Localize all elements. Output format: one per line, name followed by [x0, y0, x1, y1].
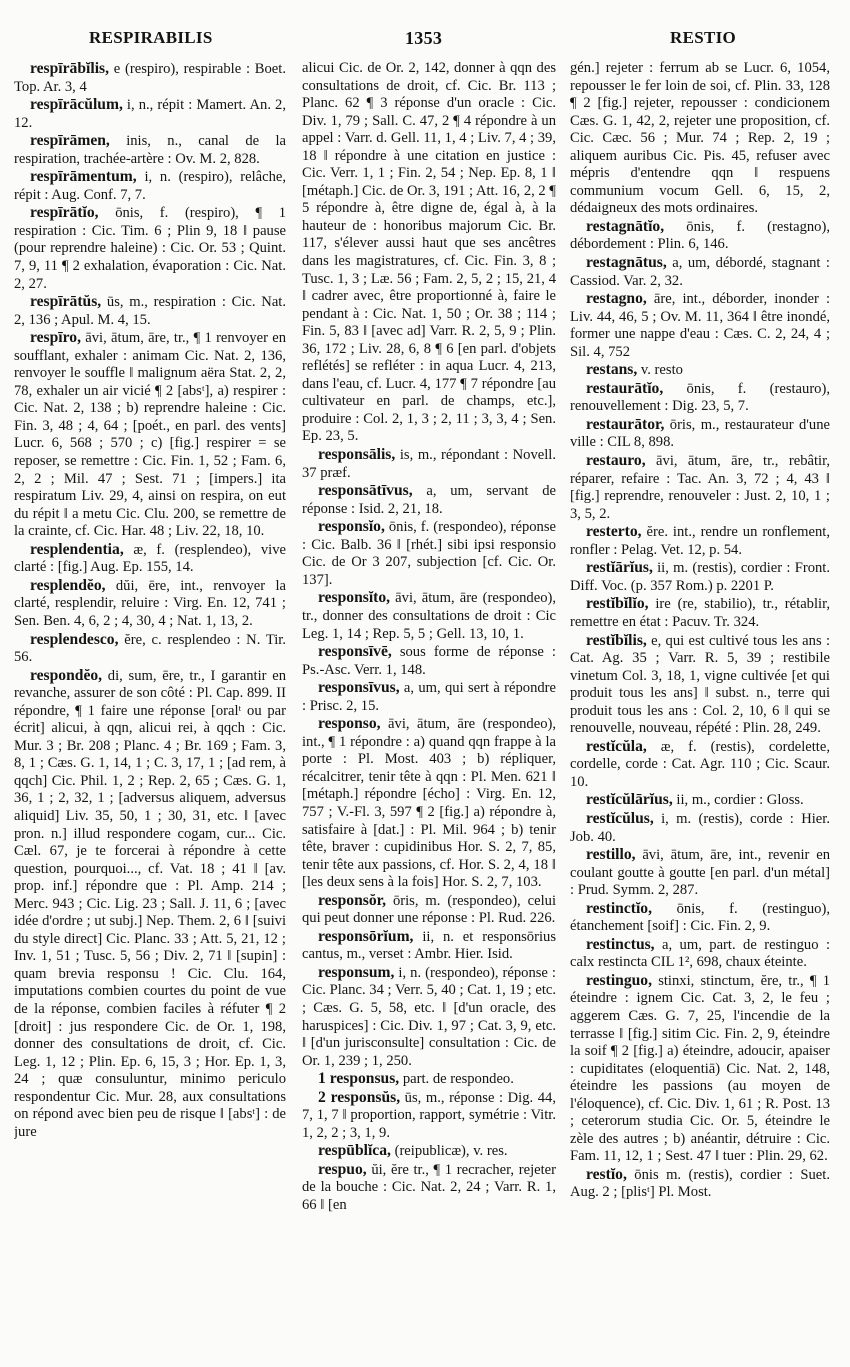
- entry-definition: di, sum, ēre, tr., I garantir en revanche, assurer de son côté : Pl. Cap. 899. II répondre, ¶ 1 faire une réponse [oralᵗ ou par écrit] alicui, à qqn, alicui rei, à qqch : Cic. Mur. 3 ; Br. 208 ; Planc. 4 ; Br. 169 ; Fam. 3, 8, 1 ; Cæs. G. 1, 14, 1 ; C. 3, 17, 1 ; [ad rem, à qqch] Cic. Phil. 1, 2 ; Rep. 2, 65 ; Cæs. G. 1, 36, 1 ; 2, 32, 1 ; [adversus aliquem, adversus aliquid] Liv. 35, 50, 1 ; 30, 31, etc. ‖ [avec pron. n.] illud respondere cogam, cur... Cic. Cæl. 67, je te forcerai à répondre à cette question, pourquoi..., cf. Vat. 18 ; 41 ‖ [av. prop. inf.] répondre que : Pl. Amp. 214 ; Merc. 943 ; Cic. Lig. 23 ; Sall. J. 11, 6 ; [avec idée d'ordre ; ut subj.] Nep. Them. 2, 6 ‖ [suivi du style direct] Cic. Planc. 33 ; Att. 5, 21, 12 ; Inv. 1, 51 ; Tusc. 5, 56 ; Div. 2, 71 ‖ [supin] : quam brevia responsu ! Cic. Clu. 164, imputations combien courtes du point de vue de la réponse, combien faciles à réfuter ¶ 2 [droit] : jus respondere Cic. de Or. 1, 198, donner des consultations de droit, cf. Cic. Leg. 1, 12 ; Plin. Ep. 6, 15, 3 ; Hor. Ep. 1, 3, 24 ; quæ consuluntur, minimo periculo respondentur Cic. Mur. 28, aux consultations on répond avec bien peu de risque ‖ [absᵗ] : de jure: [14, 667, 286, 1140]
- entry-definition: i, m. (restis), corde : Hier. Job. 40.: [570, 810, 830, 845]
- header-left-guideword: RESPIRABILIS: [89, 28, 213, 47]
- entry-definition: v. resto: [637, 362, 683, 379]
- entry-definition: inis, n., canal de la respiration, trachée-artère : Ov. M. 2, 828.: [14, 133, 286, 167]
- entry-definition: i, n. (respiro), relâche, répit : Aug. Conf. 7, 7.: [14, 169, 286, 203]
- entry-headword: 2 responsŭs,: [318, 1088, 401, 1106]
- entry-definition: ōnis, f. (respiro), ¶ 1 respiration : Cic. Tim. 6 ; Plin 9, 18 ‖ pause (pour reprendre haleine) : Cic. Or. 53 ; Quint. 7, 9, 11 ¶ 2 exhalation, évaporation : Cic. Nat. 2, 27.: [14, 205, 286, 292]
- entry-definition: stinxi, stinctum, ĕre, tr., ¶ 1 éteindre : ignem Cic. Cat. 3, 2, le feu ; aggerem Cæs. G. 7, 25, l'incendie de la terrasse ‖ [fig.] sitim Cic. Fin. 2, 9, éteindre la soif ¶ 2 [fig.] a) éteindre, adoucir, apaiser : cupiditates (eloquentiā) Cic. Nat. 2, 148, éteindre les passions (au moyen de l'éloquence), cf. Cic. Div. 1, 61 ; R. Post. 13 ; ceterorum studia Cic. Or. 5, éteindre le zèle des autres ; b) anéantir, détruire : Cic. Fam. 11, 12, 1 ; Sest. 47 ‖ tuer : Plin. 29, 62.: [570, 972, 830, 1165]
- entry-definition: ire (re, stabilio), tr., rétablir, remettre en état : Pacuv. Tr. 324.: [570, 596, 830, 630]
- dictionary-entry: [14, 541, 286, 577]
- dictionary-entry: [14, 168, 286, 204]
- entry-headword: resterto,: [586, 523, 642, 541]
- dictionary-entry: [570, 595, 830, 631]
- dictionary-entry: [302, 482, 556, 518]
- entry-headword: respūblĭca,: [318, 1142, 391, 1160]
- dictionary-entry: [14, 667, 286, 1142]
- entry-headword: respīrāmen,: [30, 132, 110, 150]
- entry-headword: restinguo,: [586, 971, 652, 989]
- dictionary-entry: [570, 738, 830, 792]
- entry-headword: restĭo,: [586, 1165, 627, 1183]
- entry-headword: resplendesco,: [30, 630, 119, 648]
- entry-headword: responsīvē,: [318, 643, 392, 661]
- entry-headword: respondĕo,: [30, 666, 103, 684]
- entry-headword: restinctĭo,: [586, 899, 652, 917]
- dictionary-entry: [570, 632, 830, 738]
- entry-definition: āvi, ātum, āre (respondeo), tr., donner des consultations de droit : Cic Leg. 1, 14 ; Rep. 5, 5 ; Gell. 13, 10, 1.: [302, 590, 556, 642]
- dictionary-entry: [14, 132, 286, 168]
- page-number: 1353: [405, 28, 443, 48]
- column-1: [14, 60, 286, 1360]
- entry-definition: a, um, part. de restinguo : calx restincta CIL 1², 698, chaux éteinte.: [570, 936, 830, 971]
- entry-definition: alicui Cic. de Or. 2, 142, donner à qqn des consultations de droit, cf. Cic. Br. 113 ; Planc. 62 ¶ 3 réponse d'un oracle : Cic. Div. 1, 79 ; Sall. C. 47, 2 ¶ 4 répondre à un appel : Varr. d. Gell. 11, 1, 4 ; Liv. 7, 4 ; 39, 18 ‖ répondre à une citation en justice : Cic. Verr. 1, 1 ; Fin. 2, 54 ; Nep. Ep. 8, 1 ‖ [métaph.] Cic. de Or. 3, 191 ; Att. 16, 2, 2 ¶ 5 répondre à, être digne de, égal à, à la hauteur de : honoribus majorum Cic. Br. 117, s'élever aussi haut que ses ancêtres dans les magistratures, cf. Cic. Fin. 3, 8 ; Tusc. 1, 3 ; Læ. 56 ; Fam. 2, 5, 2 ; 15, 21, 4 ‖ cadrer avec, être proportionné à, faire le pendant à : Cic. Nat. 1, 50 ; Or. 38 ; 114 ; Fin. 5, 83 ‖ [avec ad] Varr. R. 2, 5, 9 ; Plin. 36, 172 ; Liv. 28, 6, 8 ¶ 6 [en parl. d'objets reflétés] se refléter : in aqua Lucr. 4, 213, dans l'eau, cf. Lucr. 4, 177 ¶ 7 répondre [au cultivateur en parl. de champs, etc.], produire : Col. 2, 1, 3 ; 2, 11 ; 3, 3, 4 ; Sen. Ep. 23, 5.: [302, 60, 556, 445]
- entry-headword: restĭārĭus,: [586, 559, 653, 577]
- entry-headword: resplendentia,: [30, 540, 124, 558]
- dictionary-entry: [302, 518, 556, 589]
- entry-headword: restĭbĭlis,: [586, 631, 647, 649]
- dictionary-entry: [570, 846, 830, 900]
- dictionary-entry: [302, 446, 556, 482]
- dictionary-entry: [570, 290, 830, 361]
- entry-definition: e (respiro), respirable : Boet. Top. Ar. 3, 4: [14, 61, 286, 95]
- entry-definition: is, m., répondant : Novell. 37 præf.: [302, 447, 556, 481]
- entry-definition: āre, int., déborder, inonder : Liv. 44, 46, 5 ; Ov. M. 11, 364 ‖ être inondé, former une nappe d'eau : Cæs. C. 2, 24, 4 ; Sil. 4, 752: [570, 291, 830, 360]
- entry-definition: gén.] rejeter : ferrum ab se Lucr. 6, 1054, repousser le fer loin de soi, cf. Plin. 33, 128 ¶ 2 [fig.] rejeter, repousser : condicionem Cæs. G. 1, 42, 2, rejeter une proposition, cf. Cic. Cæc. 56 ; Mur. 74 ; Rep. 2, 19 ; aliquem auribus Cic. Pis. 45, refuser avec mépris d'entendre qqn ‖ respuens communium vocum Gell. 6, 15, 2, dédaigneux des mots ordinaires.: [570, 60, 830, 217]
- entry-headword: responso,: [318, 715, 381, 733]
- entry-definition: dŭi, ēre, int., renvoyer la clarté, resplendir, reluire : Virg. En. 12, 741 ; Sen. Ben. 4, 6, 2 ; 4, 30, 4 ; Nat. 1, 13, 2.: [14, 577, 286, 629]
- dictionary-entry: [570, 559, 830, 595]
- dictionary-entry: [570, 452, 830, 523]
- dictionary-entry: [302, 1161, 556, 1215]
- entry-headword: responsīvus,: [318, 679, 400, 697]
- dictionary-entry: [14, 293, 286, 329]
- entry-headword: respīrāmentum,: [30, 168, 137, 186]
- dictionary-entry: [302, 928, 556, 964]
- entry-definition: a, um, qui sert à répondre : Prisc. 2, 15.: [302, 680, 556, 714]
- dictionary-entry: [302, 715, 556, 891]
- dictionary-entry: [14, 577, 286, 631]
- entry-headword: respīrābĭlis,: [30, 60, 109, 77]
- dictionary-entry: [570, 791, 830, 810]
- entry-headword: restinctus,: [586, 935, 655, 953]
- entry-definition: ōris, m. (respondeo), celui qui peut donner une réponse : Pl. Rud. 226.: [302, 892, 556, 927]
- entry-definition: ii, m., cordier : Gloss.: [672, 792, 804, 809]
- dictionary-entry: [302, 643, 556, 679]
- entry-headword: restĭcŭlārĭus,: [586, 791, 673, 809]
- entry-definition: (reipublicæ), v. res.: [390, 1143, 508, 1160]
- dictionary-entry: [570, 60, 830, 218]
- entry-headword: restagnātus,: [586, 254, 667, 272]
- dictionary-entry: [570, 218, 830, 254]
- dictionary-entry: [570, 810, 830, 846]
- entry-headword: responsŏr,: [318, 891, 387, 909]
- entry-headword: restans,: [586, 361, 638, 379]
- entry-definition: i, n., répit : Mamert. An. 2, 12.: [14, 97, 286, 131]
- entry-definition: sous forme de réponse : Ps.-Asc. Verr. 1, 148.: [302, 644, 556, 678]
- entry-headword: respīrācŭlum,: [30, 96, 123, 114]
- column-2: [302, 60, 556, 1360]
- entry-definition: ii, m. (restis), cordier : Front. Diff. Voc. (p. 357 Rom.) p. 2201 P.: [570, 560, 830, 594]
- column-3: [570, 60, 830, 1360]
- entry-headword: responsĭo,: [318, 518, 385, 536]
- dictionary-entry: [570, 416, 830, 452]
- entry-definition: ōnis, f. (restagno), débordement : Plin. 6, 146.: [570, 218, 830, 253]
- entry-headword: restaurātĭo,: [586, 379, 664, 397]
- entry-headword: respuo,: [318, 1160, 367, 1178]
- entry-headword: responsātīvus,: [318, 482, 413, 500]
- entry-headword: restagnātĭo,: [586, 217, 665, 235]
- entry-headword: respīro,: [30, 329, 81, 347]
- entry-definition: a, um, servant de réponse : Isid. 2, 21, 18.: [302, 483, 556, 517]
- entry-definition: āvi, ātum, āre (respondeo), int., ¶ 1 répondre : a) quand qqn frappe à la porte : Pl. Most. 403 ; b) répliquer, récalcitrer, tenir tête à qqn : Pl. Men. 621 ‖ [métaph.] répondre [écho] : Virg. En. 12, 757 ; V.-Fl. 3, 597 ¶ 2 [fig.] a) répondre à, satisfaire à [dat.] : Pl. Mil. 964 ; b) tenir tête, braver : cupidinibus Hor. S. 2, 7, 85, tenir tête aux passions, cf. Hor. S. 2, 4, 18 ‖ [les deux sens à la fois] Hor. S. 2, 7, 103.: [302, 716, 556, 891]
- dictionary-entry: [570, 254, 830, 290]
- entry-headword: restillo,: [586, 846, 636, 864]
- dictionary-entry: [570, 380, 830, 416]
- entry-headword: restĭcŭlus,: [586, 809, 654, 827]
- entry-headword: restauro,: [586, 452, 646, 470]
- entry-headword: responsum,: [318, 963, 395, 981]
- entry-definition: ōris, m., restaurateur d'une ville : CIL 8, 898.: [570, 416, 830, 451]
- entry-headword: restĭbĭlĭo,: [586, 595, 649, 613]
- dictionary-entry: [302, 964, 556, 1070]
- header-right-guideword: RESTIO: [670, 28, 737, 47]
- dictionary-entry: [570, 936, 830, 972]
- dictionary-entry: [570, 523, 830, 559]
- entry-definition: ĕre, c. resplendeo : N. Tir. 56.: [14, 631, 286, 666]
- entry-definition: āvi, ātum, āre, int., revenir en coulant goutte à goutte [en parl. d'un métal] : Prud. Symm. 2, 287.: [570, 847, 830, 899]
- dictionary-entry: [570, 972, 830, 1166]
- entry-definition: ŭi, ĕre tr., ¶ 1 recracher, rejeter de la bouche : Cic. Nat. 2, 24 ; Varr. R. 1, 66 ‖ [en: [302, 1161, 556, 1213]
- entry-headword: restagno,: [586, 290, 647, 308]
- entry-headword: 1 responsus,: [318, 1070, 400, 1088]
- dictionary-entry: [302, 1070, 556, 1089]
- entry-definition: āvi, ātum, āre, tr., ¶ 1 renvoyer en soufflant, exhaler : animam Cic. Nat. 2, 136, renvoyer le souffle ‖ malignum aëra Stat. 2, 2, 78, exhaler un air vicié ¶ 2 [absᵗ], a) respirer : Cic. Nat. 2, 138 ; b) reprendre haleine : Cic. Fin. 3, 48 ; 4, 64 ; [poét., en parl. des vents] Lucr. 6, 568 ; 570 ; c) [fig.] respirer = se reposer, se remettre : Cic. Fin. 1, 52 ; Fam. 6, 2, 2 ; Mil. 47 ; Sest. 71 ; [impers.] ita respiratum Liv. 29, 4, ainsi on respira, on eut du répit ‖ a metu Cic. Clu. 200, se remettre de la crainte, cf. Cic. Har. 48 ; Liv. 22, 18, 10.: [14, 330, 286, 540]
- entry-headword: restĭcŭla,: [586, 737, 647, 755]
- dictionary-entry: [302, 60, 556, 446]
- entry-definition: part. de respondeo.: [399, 1071, 514, 1088]
- entry-definition: āvi, ātum, āre, tr., rebâtir, réparer, refaire : Tac. An. 3, 72 ; 4, 43 ‖ [fig.] reprendre, renouveler : Just. 2, 10, 1 ; 3, 5, 2.: [570, 453, 830, 522]
- dictionary-entry: [14, 96, 286, 132]
- entry-definition: æ, f. (restis), cordelette, cordelle, corde : Cat. Agr. 110 ; Cic. Scaur. 10.: [570, 738, 830, 790]
- entry-headword: responsōrĭum,: [318, 927, 414, 945]
- entry-definition: æ, f. (resplendeo), vive clarté : [fig.] Aug. Ep. 155, 14.: [14, 541, 286, 576]
- dictionary-entry: [302, 1089, 556, 1143]
- entry-headword: responsĭto,: [318, 589, 391, 607]
- dictionary-entry: [570, 900, 830, 936]
- entry-headword: respīrātŭs,: [30, 293, 102, 311]
- running-header: [0, 0, 850, 60]
- dictionary-entry: [302, 589, 556, 643]
- entry-definition: a, um, débordé, stagnant : Cassiod. Var. 2, 32.: [570, 255, 830, 289]
- entry-definition: ōnis, f. (respondeo), réponse : Cic. Balb. 36 ‖ [rhét.] sibi ipsi responsio Cic. de Or 3 207, subjection [cf. Cic. Or. 137].: [302, 519, 556, 588]
- entry-definition: ĕre. int., rendre un ronflement, ronfler : Pelag. Vet. 12, p. 54.: [570, 524, 830, 558]
- entry-definition: ūs, m., réponse : Dig. 44, 7, 1, 7 ‖ proportion, rapport, symétrie : Vitr. 1, 2, 2 ; 3, 1, 9.: [302, 1089, 556, 1141]
- entry-definition: ii, n. et responsōrius cantus, m., verset : Ambr. Hier. Isid.: [302, 928, 556, 963]
- entry-definition: ōnis, f. (restinguo), étanchement [soif] : Cic. Fin. 2, 9.: [570, 900, 830, 935]
- entry-headword: respīrātĭo,: [30, 204, 99, 222]
- dictionary-entry: [14, 60, 286, 96]
- entry-definition: ōnis m. (restis), cordier : Suet. Aug. 2 ; [plisᵗ] Pl. Most.: [570, 1166, 830, 1201]
- entry-definition: i, n. (respondeo), réponse : Cic. Planc. 34 ; Verr. 5, 40 ; Cat. 1, 19 ; etc. ; Cæs. G. 5, 58, etc. ‖ [d'un oracle, des haruspices] : Cic. Div. 1, 97 ; Cat. 3, 9, etc. ‖ [d'un jurisconsulte] consultation : Cic. de Or. 1, 239 ; 1, 250.: [302, 964, 556, 1069]
- entry-headword: resplendĕo,: [30, 576, 106, 594]
- dictionary-entry: [302, 1142, 556, 1161]
- entry-headword: restaurātor,: [586, 415, 665, 433]
- entry-definition: e, qui est cultivé tous les ans : Cat. Ag. 35 ; Varr. R. 5, 39 ; restibile vinetum Col. 3, 18, 1, vigne cultivée [et qui produit tous les ans] ‖ subst. n., terre qui produit tous les ans : Col. 2, 10, 6 ‖ qui se renouvelle, nouveau, répété : Plin. 28, 249.: [570, 632, 830, 737]
- dictionary-entry: [302, 892, 556, 928]
- entry-definition: ōnis, f. (restauro), renouvellement : Dig. 23, 5, 7.: [570, 380, 830, 415]
- dictionary-entry: [302, 679, 556, 715]
- dictionary-entry: [14, 329, 286, 541]
- entry-definition: ūs, m., respiration : Cic. Nat. 2, 136 ; Apul. M. 4, 15.: [14, 294, 286, 328]
- dictionary-entry: [570, 361, 830, 380]
- dictionary-entry: [14, 204, 286, 293]
- dictionary-entry: [570, 1166, 830, 1202]
- dictionary-entry: [14, 631, 286, 667]
- entry-headword: responsālis,: [318, 446, 396, 464]
